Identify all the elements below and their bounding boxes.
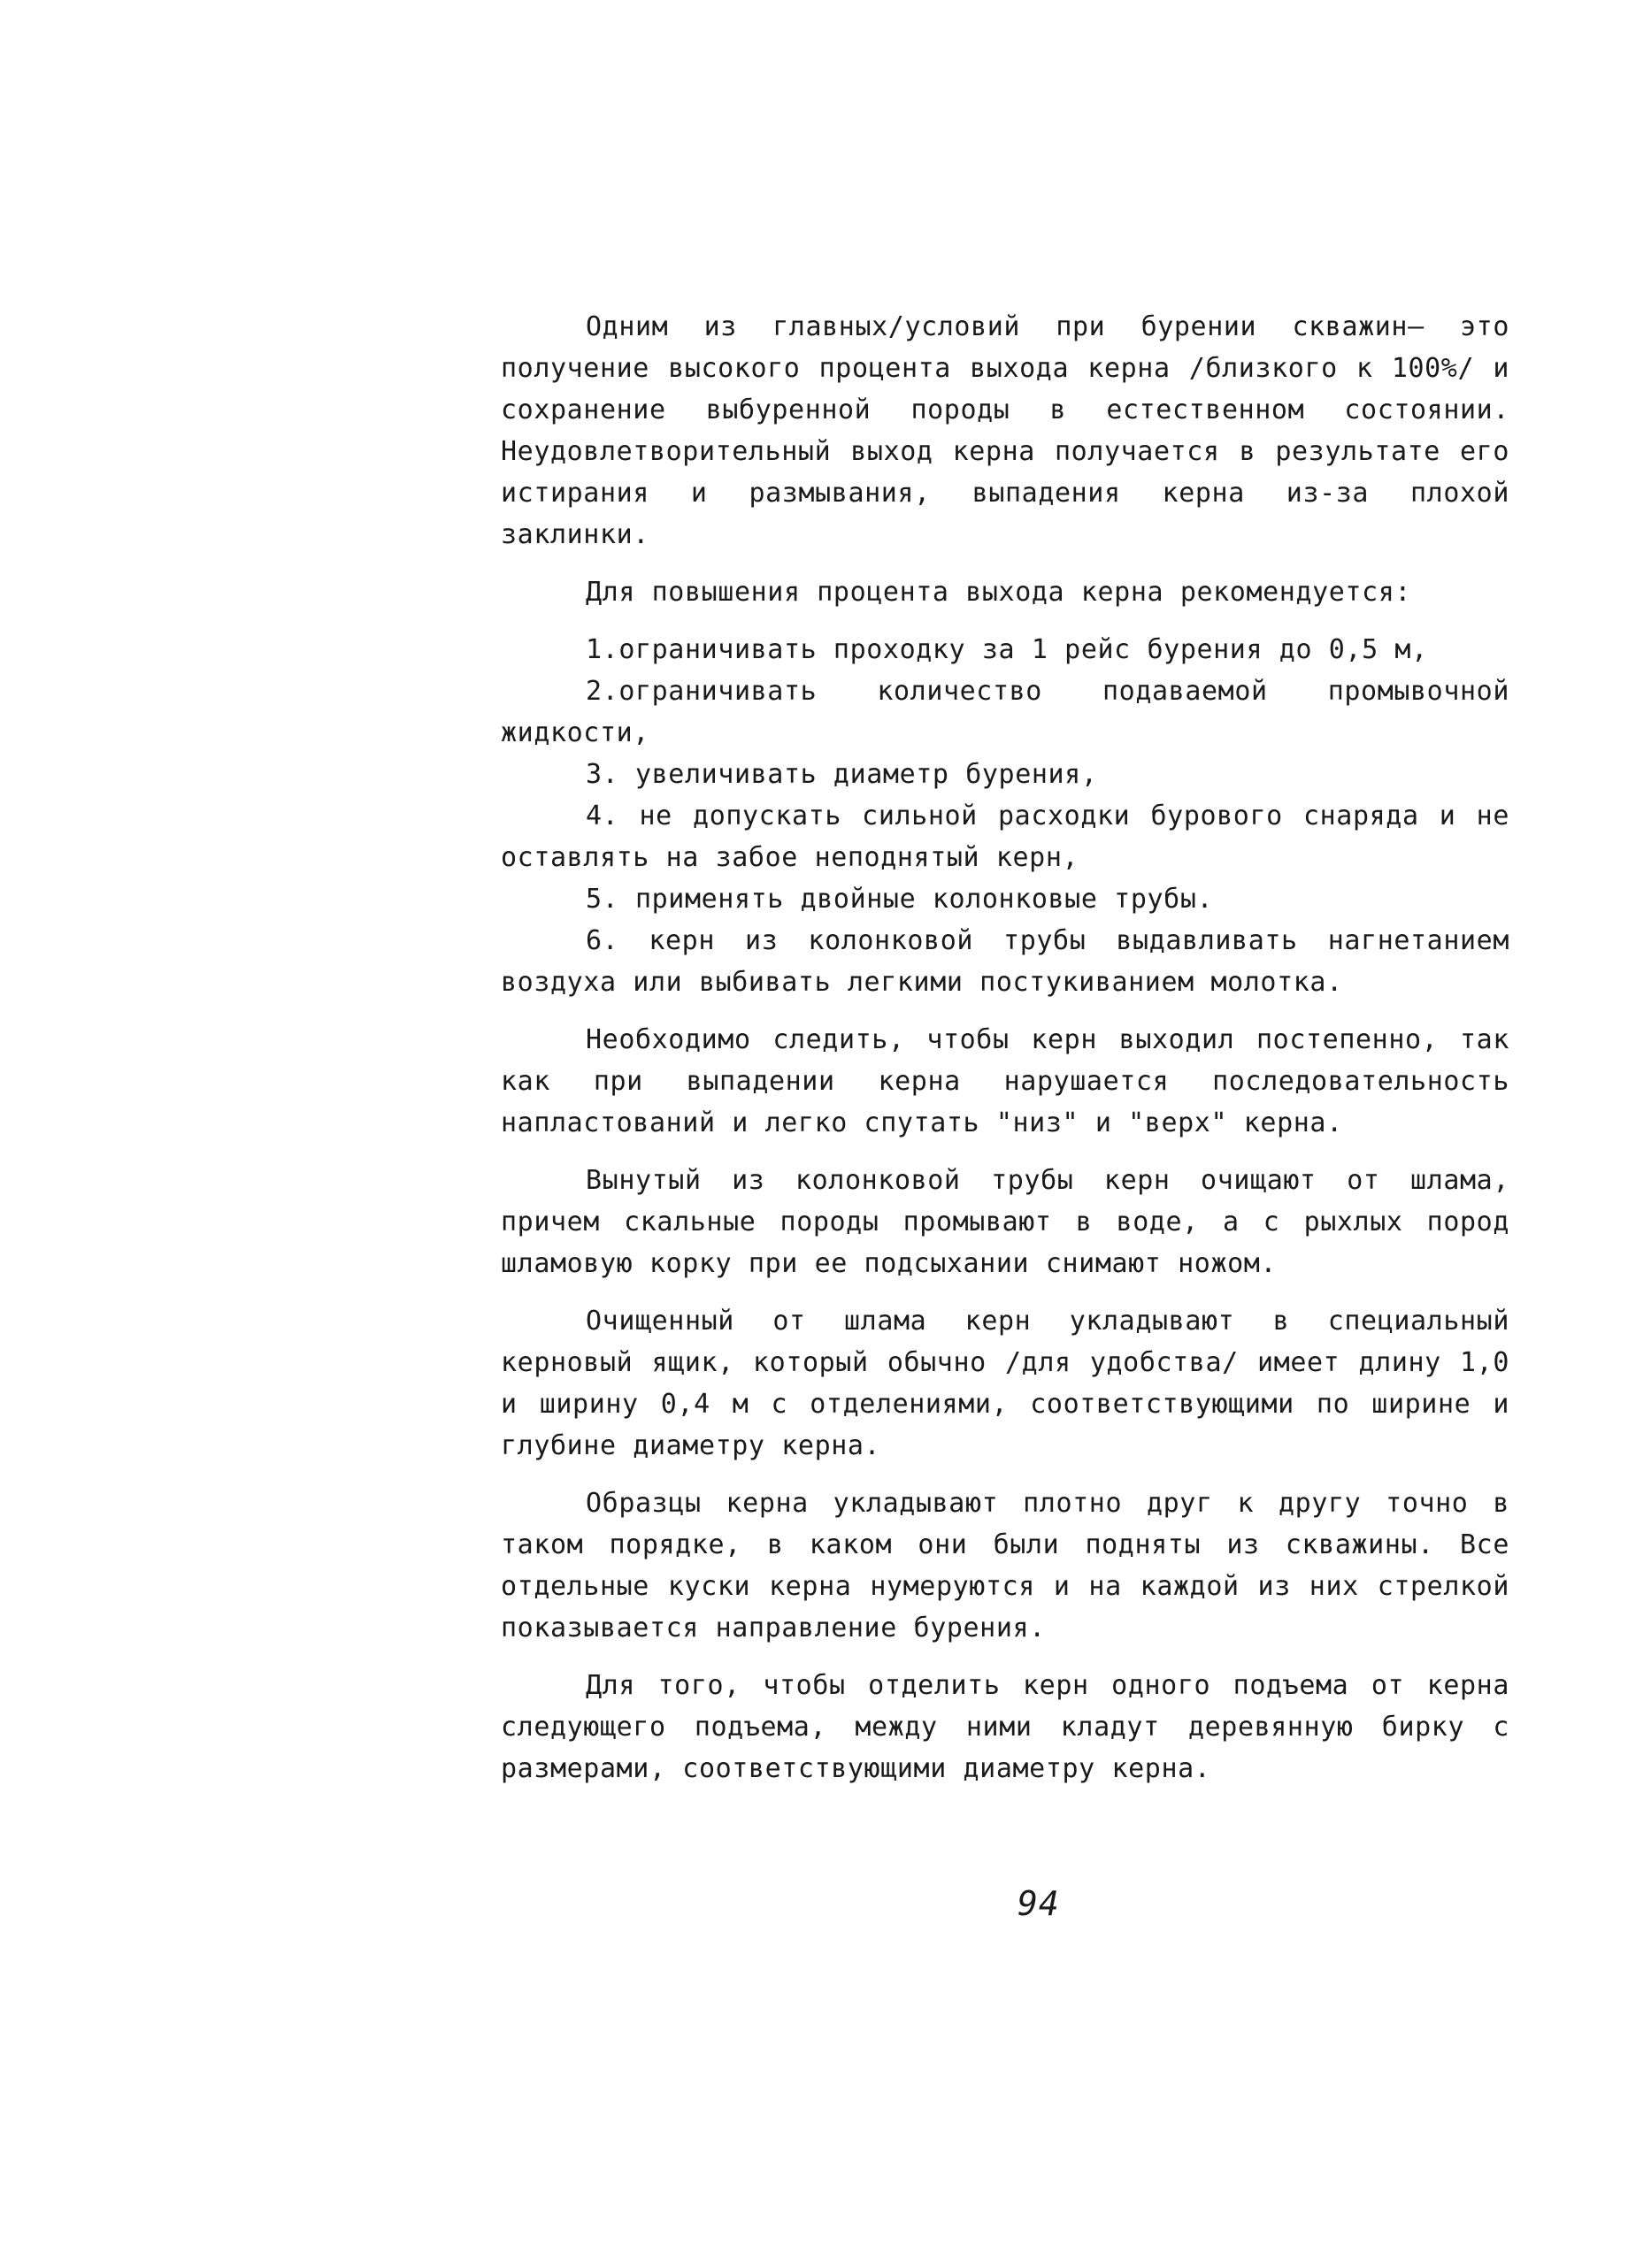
paragraph-separator-tag: Для того, чтобы отделить керн одного подъема от керна следующего подъема, между ними кладут деревянную бирку с размерами, соответствующими диаметру керна. — [501, 1670, 1509, 1784]
paragraph-gradual-extraction: Необходимо следить, чтобы керн выходил постепенно, так как при выпадении керна нарушается последовательность напластований и легко спутать "низ" и "верх" керна. — [501, 1024, 1509, 1138]
paragraph-core-box: Очищенный от шлама керн укладывают в специальный керновый ящик, который обычно /для удобства/ имеет длину 1,0 и ширину 0,4 м с отделениями, соответствующими по ширине и глубине диаметру керна. — [501, 1306, 1509, 1461]
list-item: 4. не допускать сильной расходки бурового снаряда и не оставлять на забое неподнятый керн, — [501, 801, 1509, 873]
list-item: 6. керн из колонковой трубы выдавливать нагнетанием воздуха или выбивать легкими постукиванием молотка. — [501, 925, 1509, 998]
page-number: 94 — [1018, 1884, 1060, 1923]
list-item: 1.ограничивать проходку за 1 рейс бурения до 0,5 м, — [586, 634, 1428, 665]
list-item: 5. применять двойные колонковые трубы. — [586, 884, 1214, 915]
list-item: 3. увеличивать диаметр бурения, — [586, 759, 1098, 790]
list-item: 2.ограничивать количество подаваемой промывочной жидкости, — [501, 676, 1509, 748]
paragraph-ordering: Образцы керна укладывают плотно друг к другу точно в таком порядке, в каком они были подняты из скважины. Все отдельные куски керна нумеруются и на каждой из них стрелкой показывается направление бурения. — [501, 1488, 1509, 1644]
body-text — [501, 306, 1509, 1805]
paragraph-recommendations-intro: Для повышения процента выхода керна рекомендуется: — [586, 577, 1412, 608]
recommendations-list — [501, 629, 1509, 1003]
paragraph-cleaning: Вынутый из колонковой трубы керн очищают от шлама, причем скальные породы промывают в воде, а с рыхлых пород шламовую корку при ее подсыхании снимают ножом. — [501, 1165, 1509, 1279]
paragraph-core-recovery-intro: Одним из главных/условий при бурении скважин— это получение высокого процента выхода керна /близкого к 100%/ и сохранение выбуренной породы в естественном состоянии. Неудовлетворительный выход керна получается в результате его истирания и размывания, выпадения керна из-за плохой заклинки. — [501, 311, 1509, 550]
